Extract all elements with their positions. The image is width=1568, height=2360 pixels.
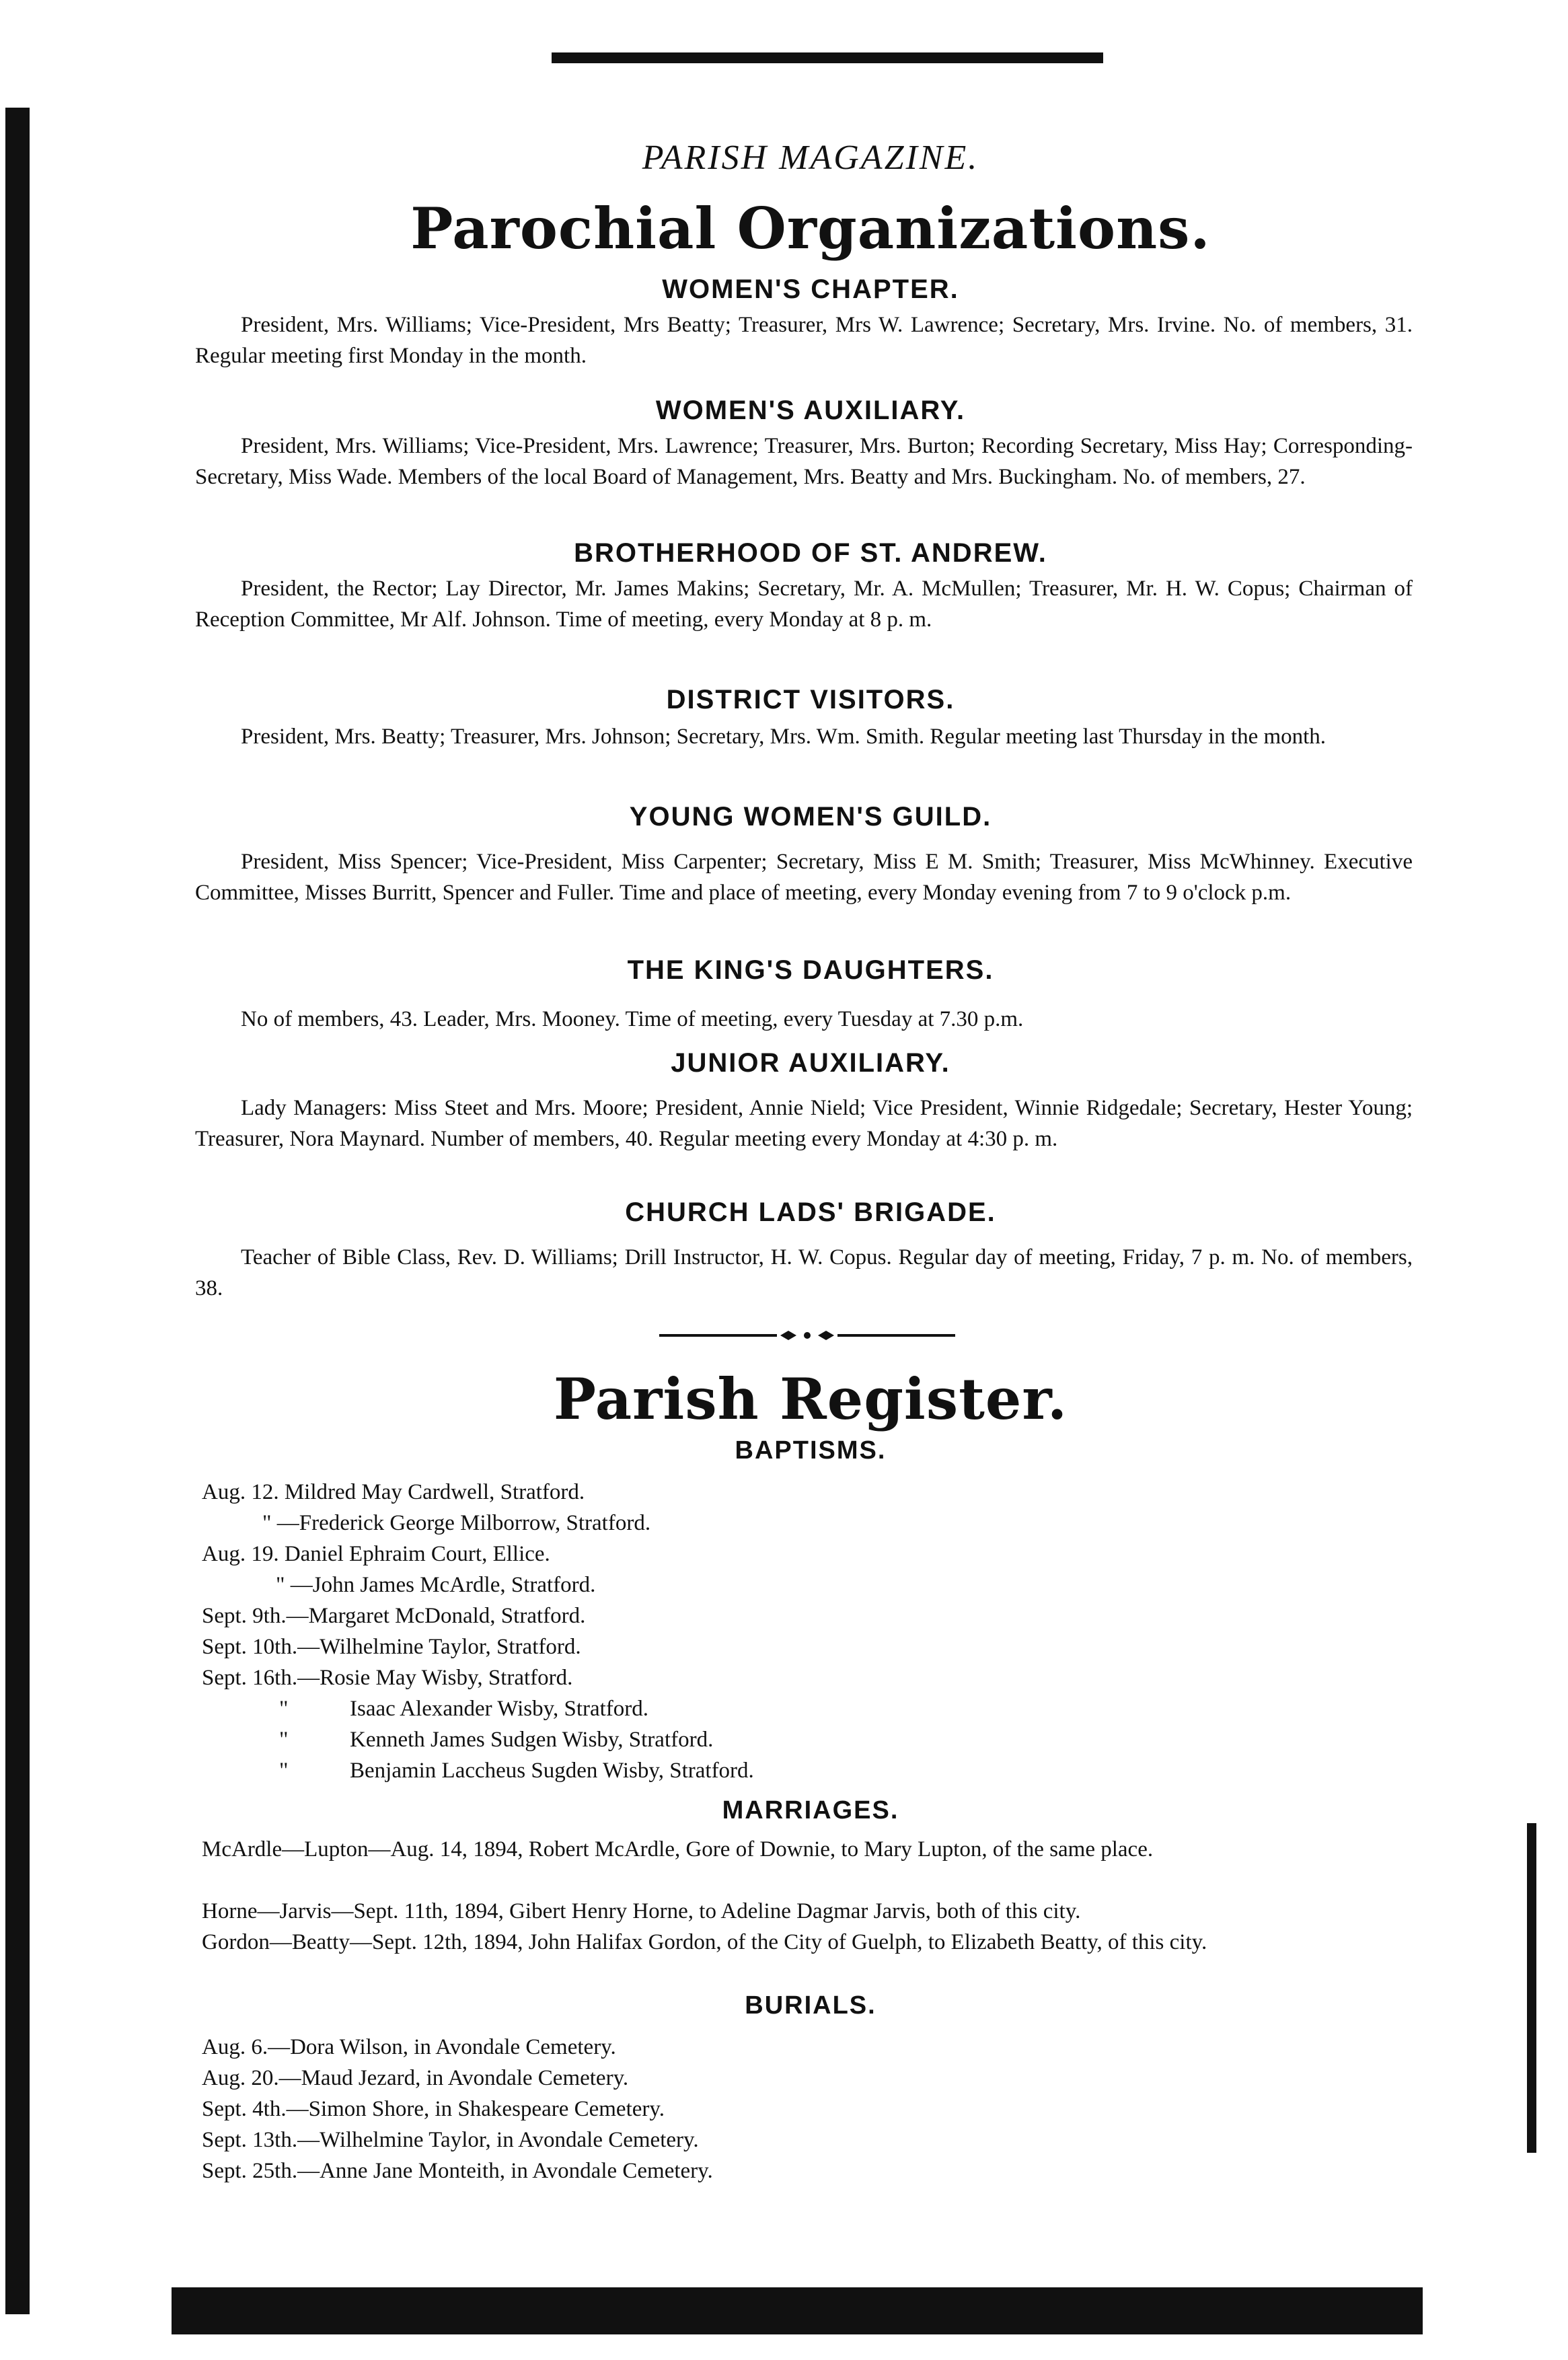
scan-edge-left — [5, 108, 30, 2314]
marriage-entry: Horne—Jarvis—Sept. 11th, 1894, Gibert Henry Horne, to Adeline Dagmar Jarvis, both of this city. — [202, 1899, 1081, 1923]
baptism-entry: " —John James McArdle, Stratford. — [276, 1573, 596, 1597]
scan-edge-bottom — [172, 2287, 1423, 2334]
burial-entry: Aug. 6.—Dora Wilson, in Avondale Cemetery. — [202, 2035, 616, 2059]
org-heading: BROTHERHOOD OF ST. ANDREW. — [574, 538, 1047, 568]
org-heading: WOMEN'S CHAPTER. — [662, 274, 959, 304]
org-heading: JUNIOR AUXILIARY. — [671, 1048, 950, 1078]
scan-edge-right — [1527, 1823, 1536, 2153]
baptism-entry: Kenneth James Sudgen Wisby, Stratford. — [350, 1728, 714, 1752]
baptism-entry: Aug. 19. Daniel Ephraim Court, Ellice. — [202, 1542, 550, 1566]
org-text: President, Mrs. Williams; Vice-President, Mrs. Lawrence; Treasurer, Mrs. Burton; Recording Secretary, Miss Hay; Corresponding-Secretary, Miss Wade. Members of the local Board of Management, Mrs. Beatty and Mrs. Buckingham. No. of members, 27. — [195, 434, 1413, 489]
baptism-entry: Aug. 12. Mildred May Cardwell, Stratford. — [202, 1480, 585, 1504]
org-heading: WOMEN'S AUXILIARY. — [655, 396, 966, 425]
baptism-entry: Benjamin Laccheus Sugden Wisby, Stratford. — [350, 1759, 754, 1783]
baptisms-heading: BAPTISMS. — [735, 1436, 887, 1465]
burial-entry: Aug. 20.—Maud Jezard, in Avondale Cemetery. — [202, 2066, 629, 2090]
baptism-entry: Sept. 9th.—Margaret McDonald, Stratford. — [202, 1604, 586, 1628]
baptism-entry: Sept. 16th.—Rosie May Wisby, Stratford. — [202, 1666, 573, 1690]
ditto-mark: " — [279, 1697, 289, 1721]
org-text: President, Miss Spencer; Vice-President, Miss Carpenter; Secretary, Miss E M. Smith; Treasurer, Miss McWhinney. Executive Committee, Misses Burritt, Spencer and Fuller. Time and place of meeting, every Monday evening from 7 to 9 o'clock p.m. — [195, 850, 1413, 905]
org-heading: DISTRICT VISITORS. — [666, 685, 955, 714]
ditto-mark: " — [279, 1759, 289, 1783]
marriages-heading: MARRIAGES. — [722, 1796, 899, 1824]
baptism-entry: Isaac Alexander Wisby, Stratford. — [350, 1697, 649, 1721]
org-text: President, the Rector; Lay Director, Mr. James Makins; Secretary, Mr. A. McMullen; Treasurer, Mr. H. W. Copus; Chairman of Reception Committee, Mr Alf. Johnson. Time of meeting, every Monday at 8 p. m. — [195, 577, 1413, 632]
ditto-mark: " — [279, 1728, 289, 1752]
register-title: Parish Register. — [553, 1366, 1068, 1432]
burial-entry: Sept. 25th.—Anne Jane Monteith, in Avondale Cemetery. — [202, 2159, 713, 2183]
marriage-entry: Gordon—Beatty—Sept. 12th, 1894, John Halifax Gordon, of the City of Guelph, to Elizabeth Beatty, of this city. — [202, 1930, 1207, 1954]
divider-ornament — [659, 1329, 955, 1342]
burial-entry: Sept. 4th.—Simon Shore, in Shakespeare Cemetery. — [202, 2097, 665, 2121]
organizations-title: Parochial Organizations. — [410, 195, 1211, 262]
org-heading: YOUNG WOMEN'S GUILD. — [629, 802, 992, 832]
burials-heading: BURIALS. — [745, 1991, 876, 2020]
org-text: Teacher of Bible Class, Rev. D. Williams; Drill Instructor, H. W. Copus. Regular day of meeting, Friday, 7 p. m. No. of members, 38. — [195, 1245, 1413, 1300]
org-text: No of members, 43. Leader, Mrs. Mooney. Time of meeting, every Tuesday at 7.30 p.m. — [241, 1007, 1024, 1031]
scan-edge-top — [552, 52, 1103, 63]
org-heading: CHURCH LADS' BRIGADE. — [625, 1197, 996, 1227]
masthead: PARISH MAGAZINE. — [642, 139, 979, 177]
org-heading: THE KING'S DAUGHTERS. — [627, 955, 994, 985]
burial-entry: Sept. 13th.—Wilhelmine Taylor, in Avondale Cemetery. — [202, 2128, 699, 2152]
org-text: Lady Managers: Miss Steet and Mrs. Moore; President, Annie Nield; Vice President, Winnie Ridgedale; Secretary, Hester Young; Treasurer, Nora Maynard. Number of members, 40. Regular meeting every Monday at 4:30 p. m. — [195, 1096, 1413, 1151]
marriage-entry: McArdle—Lupton—Aug. 14, 1894, Robert McArdle, Gore of Downie, to Mary Lupton, of the same place. — [202, 1837, 1154, 1861]
org-text: President, Mrs. Williams; Vice-President, Mrs Beatty; Treasurer, Mrs W. Lawrence; Secretary, Mrs. Irvine. No. of members, 31. Regular meeting first Monday in the month. — [195, 313, 1413, 368]
baptism-entry: " —Frederick George Milborrow, Stratford. — [262, 1511, 651, 1535]
baptism-entry: Sept. 10th.—Wilhelmine Taylor, Stratford. — [202, 1635, 581, 1659]
org-text: President, Mrs. Beatty; Treasurer, Mrs. Johnson; Secretary, Mrs. Wm. Smith. Regular meeting last Thursday in the month. — [241, 725, 1327, 749]
